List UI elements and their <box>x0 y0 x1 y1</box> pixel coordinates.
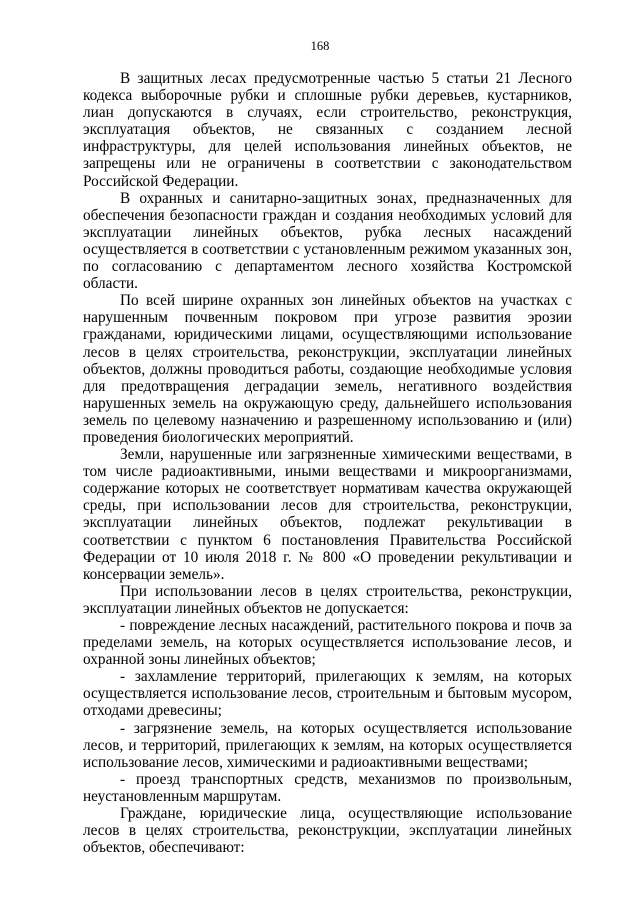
list-item-vehicle-passage: - проезд транспортных средств, механизмов по произвольным, неустановленным маршрутам. <box>83 770 572 805</box>
paragraph-erosion-works: По всей ширине охранных зон линейных объектов на участках с нарушенным почвенным покровом при угрозе развития эрозии гражданами, юридическими лицами, осуществляющими использование лесов в целях строительства, реконструкции, эксплуатации линейных объектов, должны проводиться работы, создающие необходимые условия для предотвращения деградации земель, негативного воздействия нарушенных земель на окружающую среду, дальнейшего использования земель по целевому назначению и разрешенному использованию и (или) проведения биологических мероприятий. <box>83 292 572 446</box>
paragraph-obligations-intro: Граждане, юридические лица, осуществляющие использование лесов в целях строительства, реконструкции, эксплуатации линейных объектов, обеспечивают: <box>83 805 572 857</box>
paragraph-recultivation: Земли, нарушенные или загрязненные химическими веществами, в том числе радиоактивными, иными веществами и микроорганизмами, содержание которых не соответствует нормативам качества окружающей среды, при использовании лесов для строительства, реконструкции, эксплуатации линейных объектов, подлежат рекультивации в соответствии с пунктом 6 постановления Правительства Российской Федерации от 10 июля 2018 г. № 800 «О проведении рекультивации и консервации земель». <box>83 446 572 583</box>
paragraph-prohibitions-intro: При использовании лесов в целях строительства, реконструкции, эксплуатации линейных объектов не допускается: <box>83 582 572 617</box>
list-item-littering: - захламление территорий, прилегающих к землям, на которых осуществляется использование лесов, строительным и бытовым мусором, отходами древесины; <box>83 668 572 720</box>
page-number: 168 <box>310 39 330 53</box>
body-text <box>83 70 572 856</box>
paragraph-security-zones: В охранных и санитарно-защитных зонах, предназначенных для обеспечения безопасности граждан и создания необходимых условий для эксплуатации линейных объектов, рубка лесных насаждений осуществляется в соответствии с установленным режимом указанных зон, по согласованию с департаментом лесного хозяйства Костромской области. <box>83 189 572 293</box>
list-item-pollution: - загрязнение земель, на которых осуществляется использование лесов, и территорий, прилегающих к землям, на которых осуществляется использование лесов, химическими и радиоактивными веществами; <box>83 719 572 771</box>
paragraph-protective-forests: В защитных лесах предусмотренные частью 5 статьи 21 Лесного кодекса выборочные рубки и сплошные рубки деревьев, кустарников, лиан допускаются в случаях, если строительство, реконструкция, эксплуатация объектов, не связанных с созданием лесной инфраструктуры, для целей использования линейных объектов, не запрещены или не ограничены в соответствии с законодательством Российской Федерации. <box>83 70 572 190</box>
list-item-damage: - повреждение лесных насаждений, растительного покрова и почв за пределами земель, на которых осуществляется использование лесов, и охранной зоны линейных объектов; <box>83 617 572 669</box>
